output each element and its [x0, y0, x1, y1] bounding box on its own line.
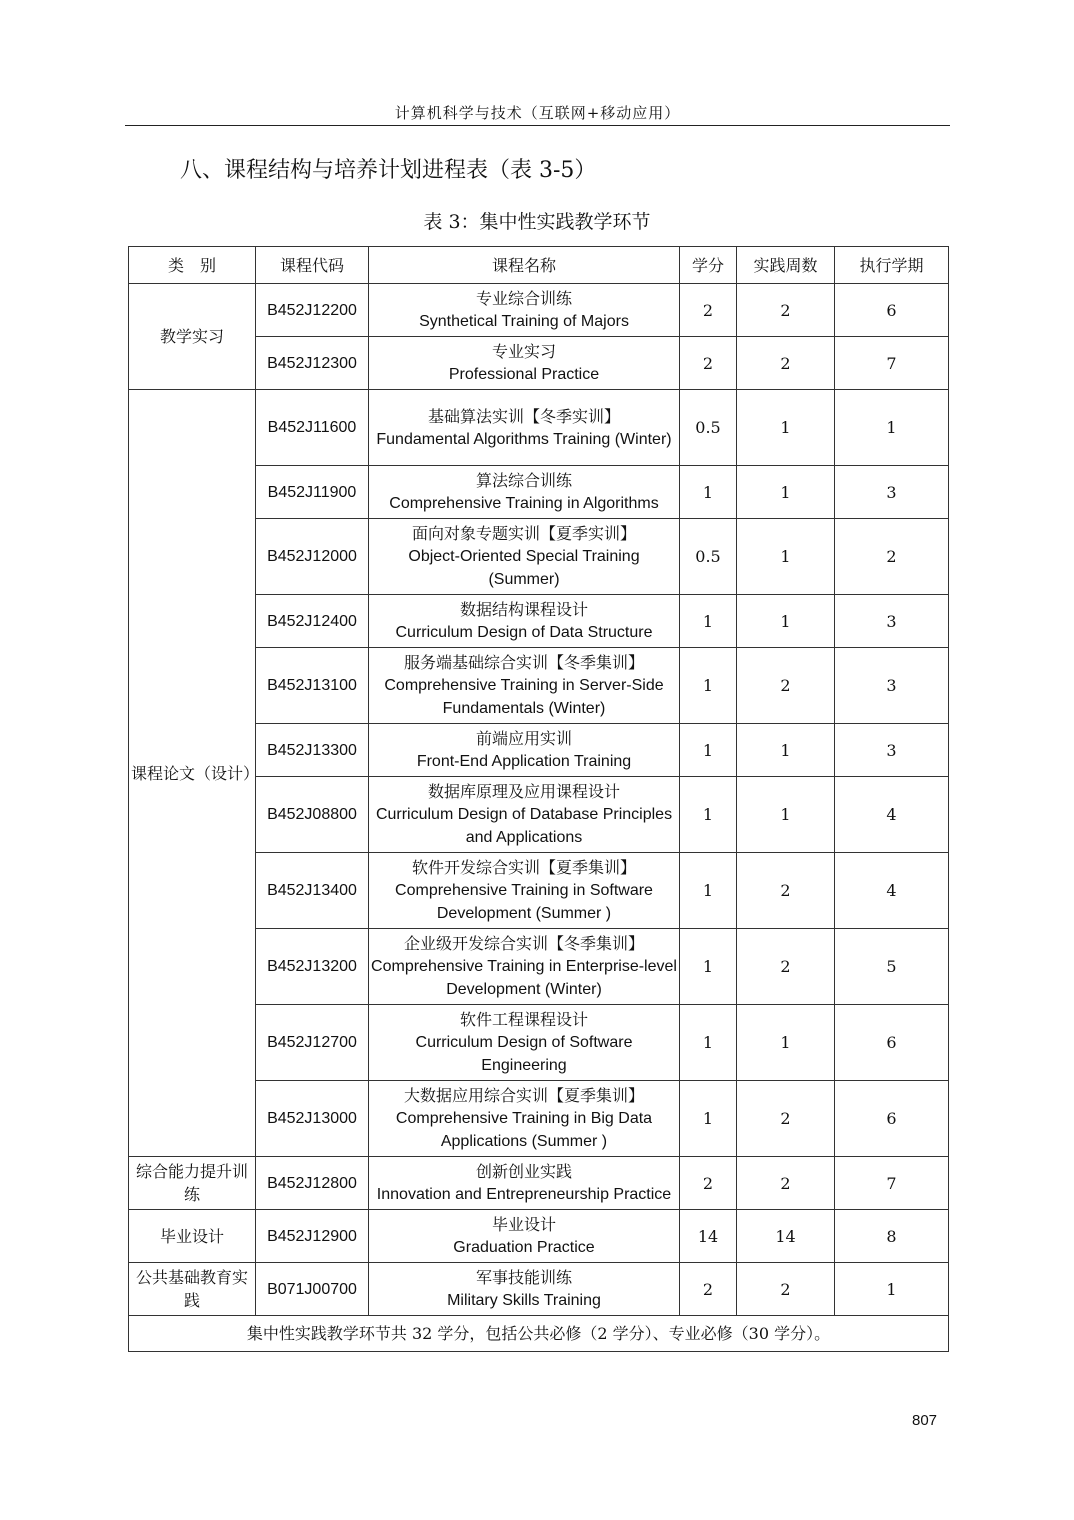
- course-code-cell: B452J12700: [256, 1005, 369, 1081]
- practice-weeks-cell: 2: [737, 337, 835, 390]
- semester-cell: 7: [835, 337, 949, 390]
- practice-weeks-cell: 2: [737, 1157, 835, 1210]
- course-name-cell: [369, 1081, 680, 1157]
- semester-cell: 8: [835, 1210, 949, 1263]
- course-name-cn: 企业级开发综合实训【冬季集训】: [403, 934, 644, 953]
- course-code-cell: B452J13100: [256, 648, 369, 724]
- course-name-en: Curriculum Design of Data Structure: [395, 624, 653, 641]
- credits-cell: 1: [680, 724, 737, 777]
- course-name-cn: 软件工程课程设计: [459, 1010, 588, 1029]
- credits-cell: 2: [680, 284, 737, 337]
- category-cell: 综合能力提升训练: [129, 1157, 256, 1210]
- course-name-cn: 服务端基础综合实训【冬季集训】: [403, 653, 644, 672]
- course-name-cn: 毕业设计: [491, 1215, 556, 1234]
- summary-note: 集中性实践教学环节共 32 学分，包括公共必修（2 学分）、专业必修（30 学分）。: [129, 1316, 949, 1352]
- practice-weeks-cell: 1: [737, 724, 835, 777]
- semester-cell: 3: [835, 595, 949, 648]
- course-name-cell: [369, 1210, 680, 1263]
- practice-weeks-cell: 2: [737, 853, 835, 929]
- credits-cell: 14: [680, 1210, 737, 1263]
- course-code-cell: B071J00700: [256, 1263, 369, 1316]
- course-name-cn: 创新创业实践: [475, 1162, 572, 1181]
- category-cell: 毕业设计: [129, 1210, 256, 1263]
- course-name-cell: [369, 648, 680, 724]
- semester-cell: 2: [835, 519, 949, 595]
- course-name-cell: [369, 519, 680, 595]
- course-name-en: Innovation and Entrepreneurship Practice: [376, 1186, 672, 1203]
- course-code-cell: B452J11900: [256, 466, 369, 519]
- course-code-cell: B452J12300: [256, 337, 369, 390]
- column-header: 执行学期: [835, 247, 949, 284]
- semester-cell: 6: [835, 1005, 949, 1081]
- course-name-en: Comprehensive Training in Enterprise-level Development (Winter): [371, 958, 677, 998]
- column-header: 实践周数: [737, 247, 835, 284]
- credits-cell: 2: [680, 337, 737, 390]
- credits-cell: 1: [680, 595, 737, 648]
- course-name-en: Military Skills Training: [447, 1292, 601, 1309]
- course-name-cell: [369, 777, 680, 853]
- practice-weeks-cell: 1: [737, 777, 835, 853]
- table-body: [129, 284, 949, 1316]
- credits-cell: 2: [680, 1157, 737, 1210]
- column-header: 课程代码: [256, 247, 369, 284]
- semester-cell: 1: [835, 1263, 949, 1316]
- course-name-cell: [369, 390, 680, 466]
- course-name-en: Comprehensive Training in Server-Side Fundamentals (Winter): [384, 677, 664, 717]
- course-name-cell: [369, 724, 680, 777]
- semester-cell: 3: [835, 466, 949, 519]
- practice-weeks-cell: 2: [737, 1263, 835, 1316]
- semester-cell: 4: [835, 853, 949, 929]
- course-name-cell: [369, 1005, 680, 1081]
- course-name-cn: 面向对象专题实训【夏季实训】: [411, 524, 636, 543]
- practice-weeks-cell: 1: [737, 519, 835, 595]
- semester-cell: 6: [835, 284, 949, 337]
- practice-weeks-cell: 2: [737, 284, 835, 337]
- course-code-cell: B452J13000: [256, 1081, 369, 1157]
- course-name-en: Curriculum Design of Software Engineering: [415, 1034, 633, 1074]
- credits-cell: 1: [680, 853, 737, 929]
- credits-cell: 1: [680, 648, 737, 724]
- credits-cell: 1: [680, 1081, 737, 1157]
- practice-weeks-cell: 1: [737, 390, 835, 466]
- credits-cell: 2: [680, 1263, 737, 1316]
- course-name-cn: 数据结构课程设计: [459, 600, 588, 619]
- practice-weeks-cell: 1: [737, 595, 835, 648]
- table-row: [129, 390, 949, 466]
- semester-cell: 4: [835, 777, 949, 853]
- credits-cell: 1: [680, 1005, 737, 1081]
- column-header: 学分: [680, 247, 737, 284]
- course-name-cn: 大数据应用综合实训【夏季集训】: [403, 1086, 644, 1105]
- practice-weeks-cell: 14: [737, 1210, 835, 1263]
- course-name-en: Comprehensive Training in Big Data Applications (Summer ): [395, 1110, 653, 1150]
- semester-cell: 3: [835, 724, 949, 777]
- column-header: 类 别: [129, 247, 256, 284]
- course-name-cell: [369, 284, 680, 337]
- summary-row: [129, 1316, 949, 1352]
- course-name-cn: 算法综合训练: [475, 471, 572, 490]
- course-name-en: Comprehensive Training in Algorithms: [389, 495, 659, 512]
- course-name-cn: 数据库原理及应用课程设计: [427, 782, 620, 801]
- semester-cell: 7: [835, 1157, 949, 1210]
- credits-cell: 0.5: [680, 519, 737, 595]
- course-code-cell: B452J12400: [256, 595, 369, 648]
- header-rule: [125, 125, 950, 126]
- practice-weeks-cell: 1: [737, 1005, 835, 1081]
- credits-cell: 1: [680, 777, 737, 853]
- course-name-cell: [369, 595, 680, 648]
- course-code-cell: B452J12900: [256, 1210, 369, 1263]
- course-name-en: Curriculum Design of Database Principles and Applications: [375, 806, 673, 846]
- semester-cell: 3: [835, 648, 949, 724]
- credits-cell: 1: [680, 929, 737, 1005]
- course-name-cn: 专业实习: [491, 342, 556, 361]
- semester-cell: 5: [835, 929, 949, 1005]
- course-name-cell: [369, 1263, 680, 1316]
- course-code-cell: B452J13300: [256, 724, 369, 777]
- course-name-en: Synthetical Training of Majors: [419, 313, 629, 330]
- course-name-cn: 军事技能训练: [475, 1268, 572, 1287]
- table-row: [129, 1210, 949, 1263]
- practice-weeks-cell: 2: [737, 1081, 835, 1157]
- running-header: 计算机科学与技术（互联网+移动应用）: [394, 104, 681, 122]
- practice-weeks-cell: 1: [737, 466, 835, 519]
- semester-cell: 1: [835, 390, 949, 466]
- course-name-cell: [369, 466, 680, 519]
- course-name-en: Fundamental Algorithms Training (Winter): [376, 430, 672, 448]
- table-row: [129, 1157, 949, 1210]
- course-code-cell: B452J13400: [256, 853, 369, 929]
- table-header-row: [129, 247, 949, 284]
- course-code-cell: B452J08800: [256, 777, 369, 853]
- practice-plan-table: [128, 246, 949, 1352]
- course-code-cell: B452J13200: [256, 929, 369, 1005]
- course-name-cell: [369, 1157, 680, 1210]
- practice-weeks-cell: 2: [737, 929, 835, 1005]
- section-title: 八、课程结构与培养计划进程表（表 3-5）: [180, 158, 597, 183]
- course-name-en: Object-Oriented Special Training (Summer): [408, 548, 640, 588]
- course-name-en: Front-End Application Training: [416, 753, 632, 770]
- course-name-cell: [369, 929, 680, 1005]
- category-cell: 课程论文（设计）: [129, 390, 256, 1157]
- course-name-cell: [369, 853, 680, 929]
- course-code-cell: B452J12200: [256, 284, 369, 337]
- column-header: 课程名称: [369, 247, 680, 284]
- course-name-cn: 专业综合训练: [475, 289, 572, 308]
- course-name-cn: 基础算法实训【冬季实训】: [427, 406, 620, 426]
- course-code-cell: B452J12000: [256, 519, 369, 595]
- page-number: 807: [912, 1412, 938, 1429]
- course-code-cell: B452J12800: [256, 1157, 369, 1210]
- course-name-en: Comprehensive Training in Software Development (Summer ): [395, 882, 653, 922]
- practice-weeks-cell: 2: [737, 648, 835, 724]
- table-caption: 表 3：集中性实践教学环节: [423, 211, 651, 233]
- course-name-cell: [369, 337, 680, 390]
- credits-cell: 0.5: [680, 390, 737, 466]
- table-row: [129, 1263, 949, 1316]
- course-name-cn: 软件开发综合实训【夏季集训】: [411, 858, 636, 877]
- course-name-cn: 前端应用实训: [475, 729, 572, 748]
- course-code-cell: B452J11600: [256, 390, 369, 466]
- table-row: [129, 284, 949, 337]
- credits-cell: 1: [680, 466, 737, 519]
- course-name-en: Professional Practice: [448, 366, 600, 383]
- category-cell: 公共基础教育实践: [129, 1263, 256, 1316]
- course-name-en: Graduation Practice: [453, 1239, 595, 1256]
- category-cell: 教学实习: [129, 284, 256, 390]
- semester-cell: 6: [835, 1081, 949, 1157]
